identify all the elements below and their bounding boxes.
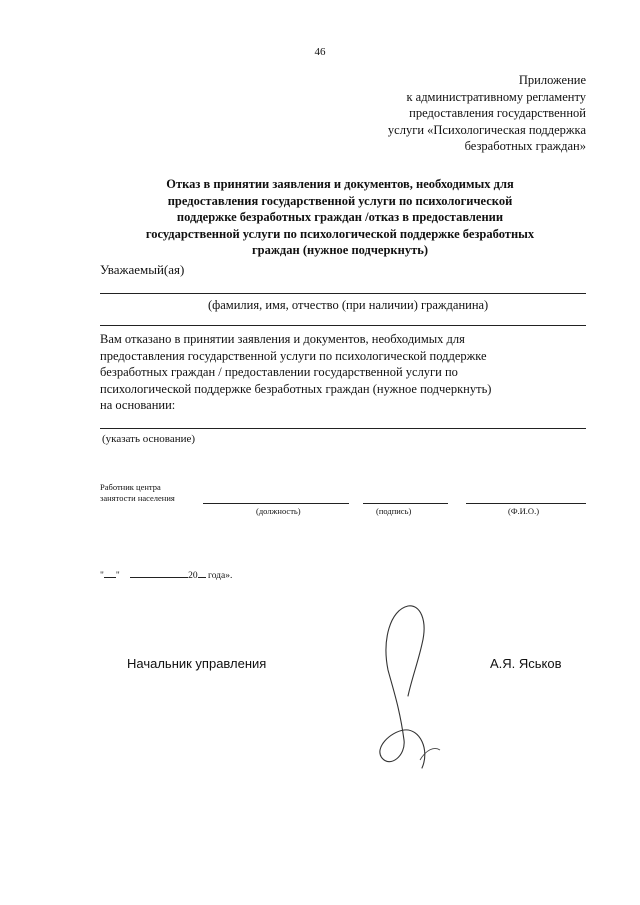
date-century: 20 [188, 571, 198, 581]
fio-caption: (фамилия, имя, отчество (при наличии) гражданина) [208, 298, 489, 312]
body-line: безработных граждан / предоставлении государственной услуги по [100, 365, 458, 380]
signature-line [363, 503, 448, 504]
date-close-quote: " [115, 571, 120, 581]
body-line: предоставления государственной услуги по психологической поддержке [100, 348, 487, 363]
greeting: Уважаемый(ая) [100, 262, 185, 277]
appendix-line: безработных граждан» [464, 139, 586, 153]
signature-caption: (подпись) [376, 506, 412, 516]
separator-line [100, 325, 586, 326]
refusal-text [100, 331, 586, 414]
position-line [203, 503, 349, 504]
worker-fio-line [466, 503, 586, 504]
worker-fio-caption: (Ф.И.О.) [508, 506, 540, 516]
date-year-suffix: года». [208, 571, 233, 581]
recipient-name-line [100, 293, 586, 294]
basis-line [100, 428, 586, 429]
worker-label-line: занятости населения [100, 493, 175, 503]
appendix-line: Приложение [518, 73, 586, 87]
appendix-line: предоставления государственной [409, 106, 586, 120]
body-line: психологической поддержке безработных граждан (нужное подчеркнуть) [100, 381, 492, 396]
year-blank [198, 577, 206, 578]
worker-label-line: Работник центра [100, 482, 161, 492]
date-open-quote: " [100, 571, 104, 581]
body-line: Вам отказано в принятии заявления и документов, необходимых для [100, 332, 465, 346]
body-line: на основании: [100, 398, 176, 413]
day-blank [104, 577, 116, 578]
title-line: предоставления государственной услуги по психологической [167, 193, 513, 208]
appendix-line: услуги «Психологическая поддержка [387, 122, 586, 137]
position-caption: (должность) [256, 506, 301, 516]
chief-title: Начальник управления [127, 656, 267, 671]
appendix-block [286, 72, 586, 155]
chief-name: А.Я. Яськов [490, 656, 562, 671]
basis-caption: (указать основание) [102, 433, 196, 445]
date-field [100, 571, 232, 581]
title-line: государственной услуги по психологической поддержке безработных [145, 226, 535, 241]
title-line: поддержке безработных граждан /отказ в предоставлении [176, 210, 504, 224]
handwritten-signature [360, 600, 460, 780]
worker-label [100, 482, 175, 504]
month-blank [130, 577, 188, 578]
document-title [96, 176, 584, 259]
appendix-line: к административному регламенту [406, 89, 586, 104]
title-line: граждан (нужное подчеркнуть) [251, 243, 428, 257]
page-number: 46 [314, 46, 326, 58]
title-line: Отказ в принятии заявления и документов, необходимых для [166, 177, 514, 191]
